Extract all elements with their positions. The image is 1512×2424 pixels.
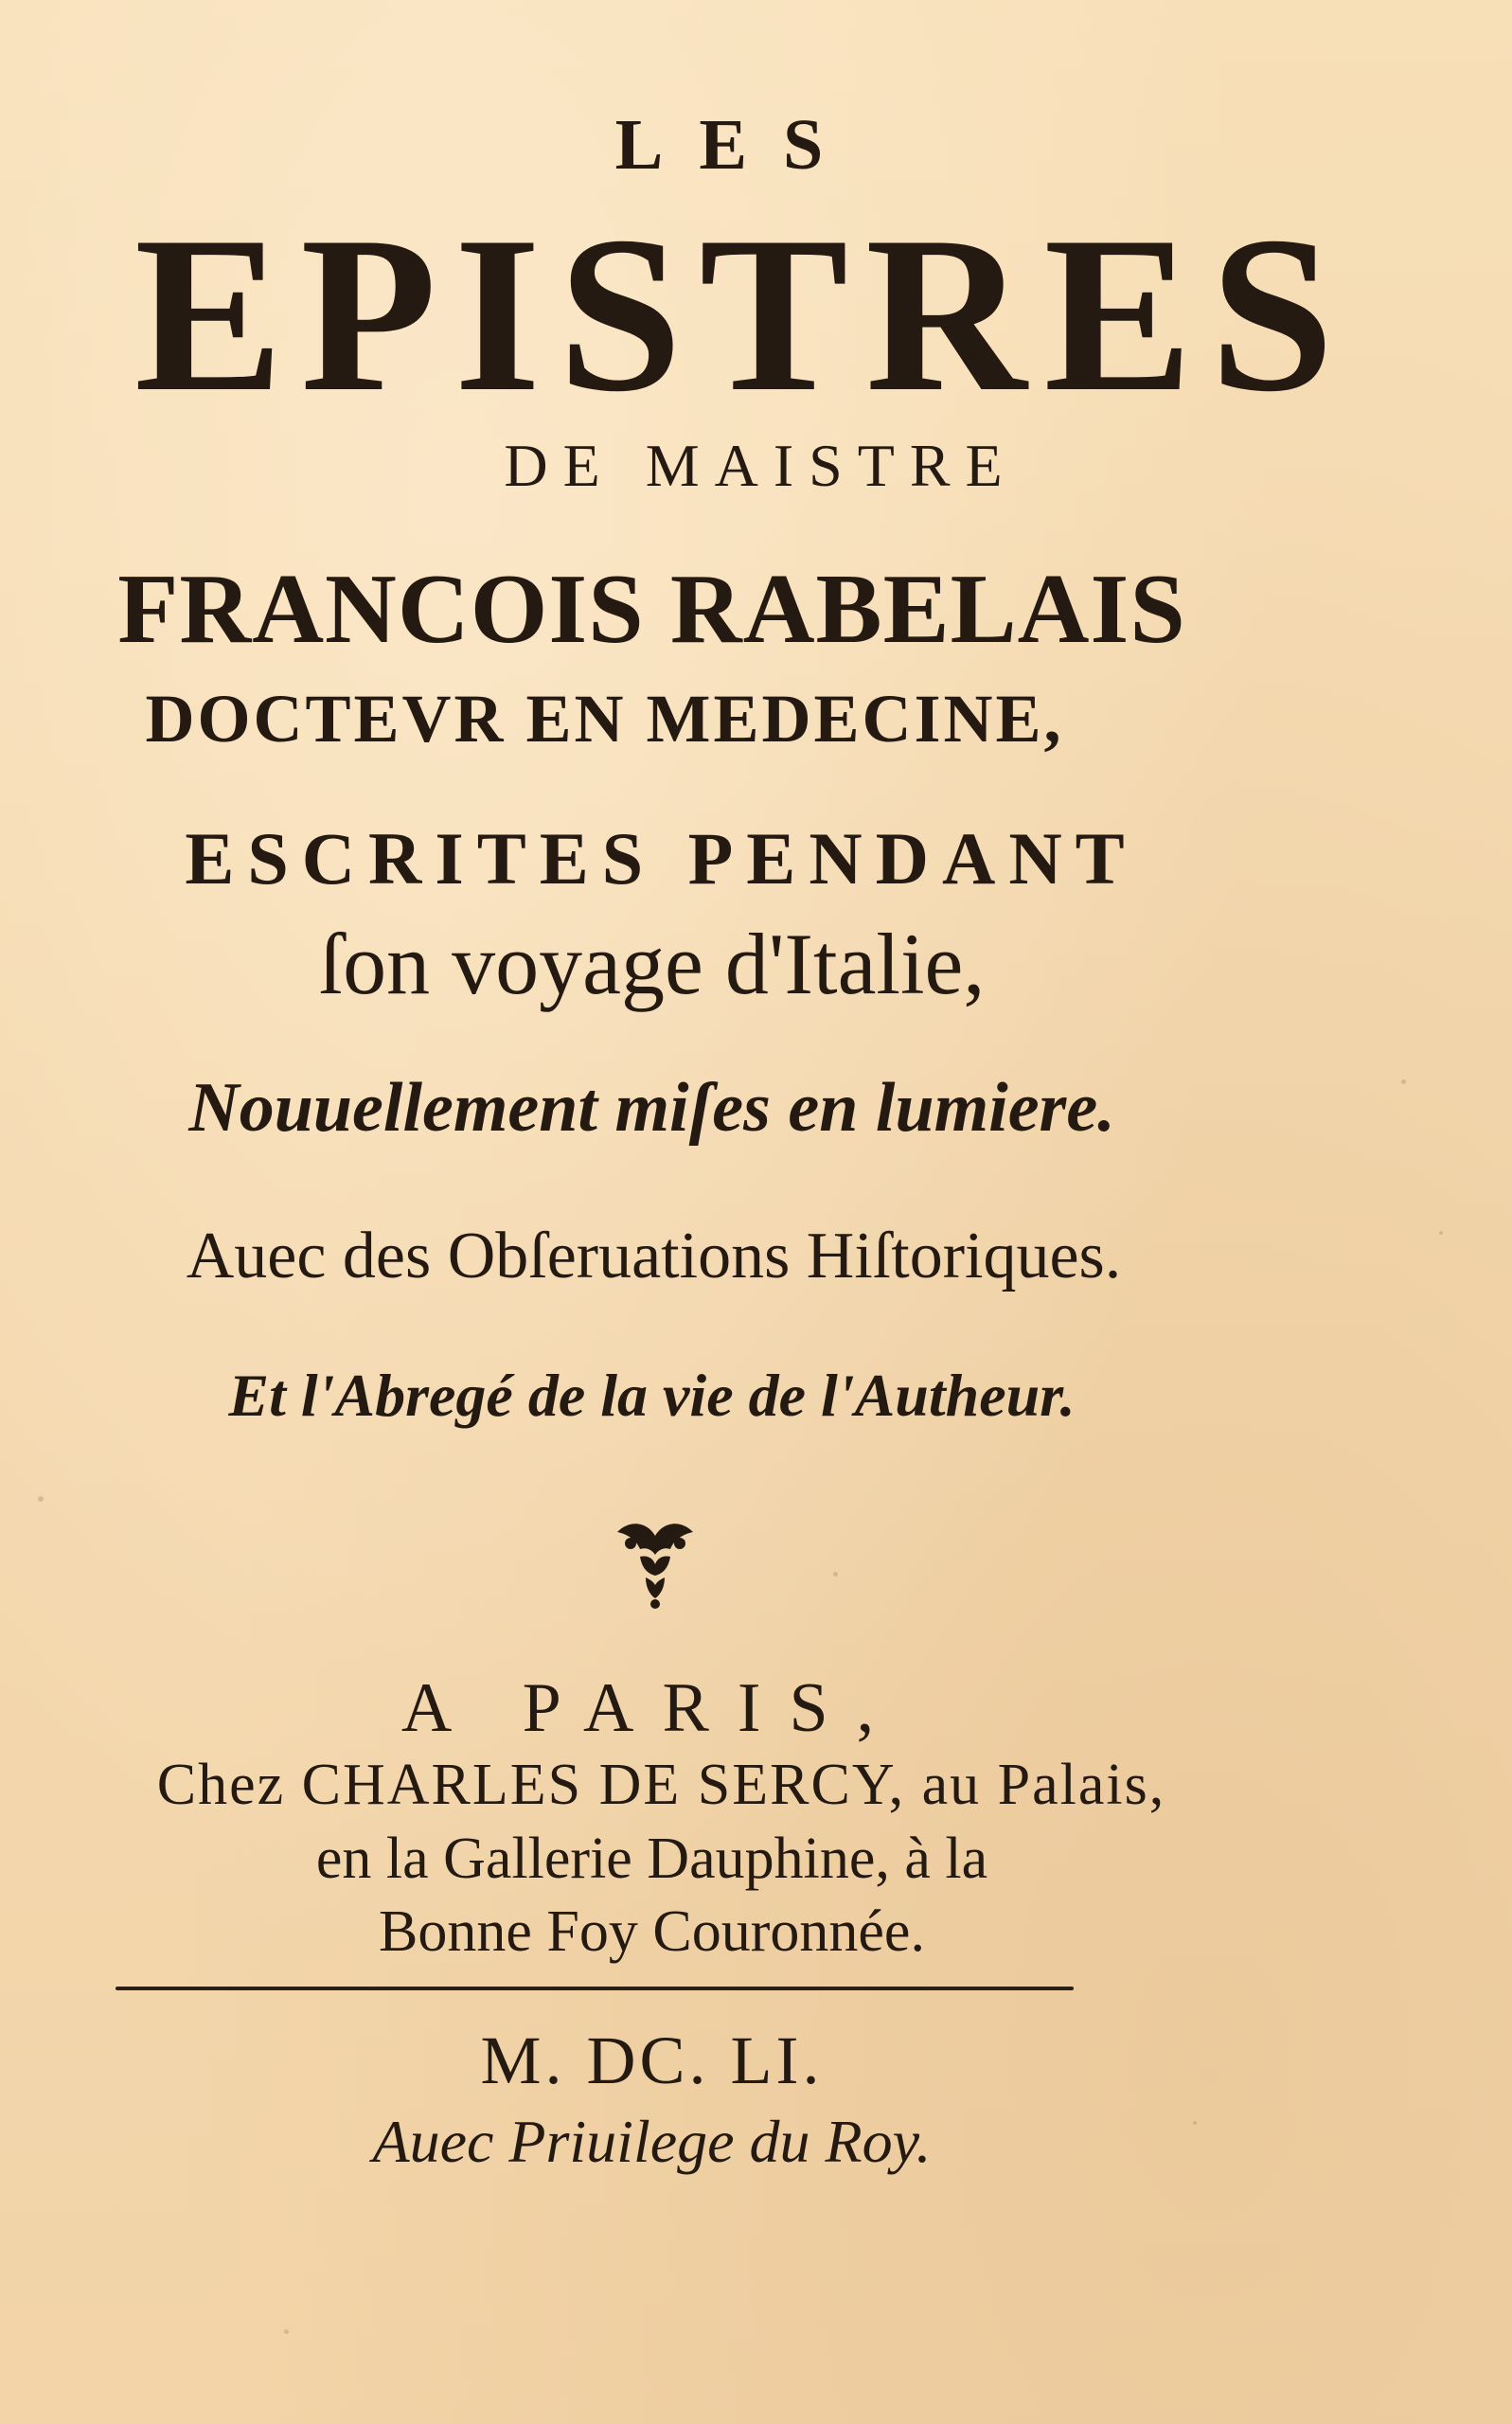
imprint-date: M. DC. LI. — [480, 2023, 824, 2098]
imprint-city: A PARIS, — [400, 1669, 903, 1747]
heading-epistres: EPISTRES — [133, 191, 1352, 438]
paper-speck — [284, 2329, 289, 2334]
author-name: FRANCOIS RABELAIS — [117, 553, 1186, 664]
paper-speck — [1439, 1231, 1443, 1235]
imprint-sign: Bonne Foy Couronnée. — [379, 1899, 925, 1964]
subtitle-escrites: ESCRITES PENDANT — [185, 817, 1138, 900]
imprint-privilege: Auec Priuilege du Roy. — [372, 2108, 932, 2175]
subtitle-voyage: ſon voyage d'Italie, — [318, 916, 986, 1012]
author-title: DOCTEVR EN MEDECINE, — [145, 681, 1064, 757]
imprint-address: en la Gallerie Dauphine, à la — [315, 1827, 988, 1891]
heading-les: LES — [614, 105, 860, 185]
paper-speck — [833, 1572, 838, 1577]
fleuron-icon — [612, 1515, 699, 1610]
horizontal-rule — [116, 1987, 1074, 1990]
paper-speck — [38, 1496, 44, 1502]
subtitle-obseruations: Auec des Obſeruations Hiſtoriques. — [186, 1220, 1122, 1292]
imprint-publisher: Chez CHARLES DE SERCY, au Palais, — [156, 1753, 1166, 1817]
heading-de-maistre: DE MAISTRE — [504, 432, 1018, 499]
subtitle-nouuellement: Nouuellement miſes en lumiere. — [188, 1069, 1115, 1147]
subtitle-abrege: Et l'Abregé de la vie de l'Autheur. — [228, 1362, 1076, 1429]
